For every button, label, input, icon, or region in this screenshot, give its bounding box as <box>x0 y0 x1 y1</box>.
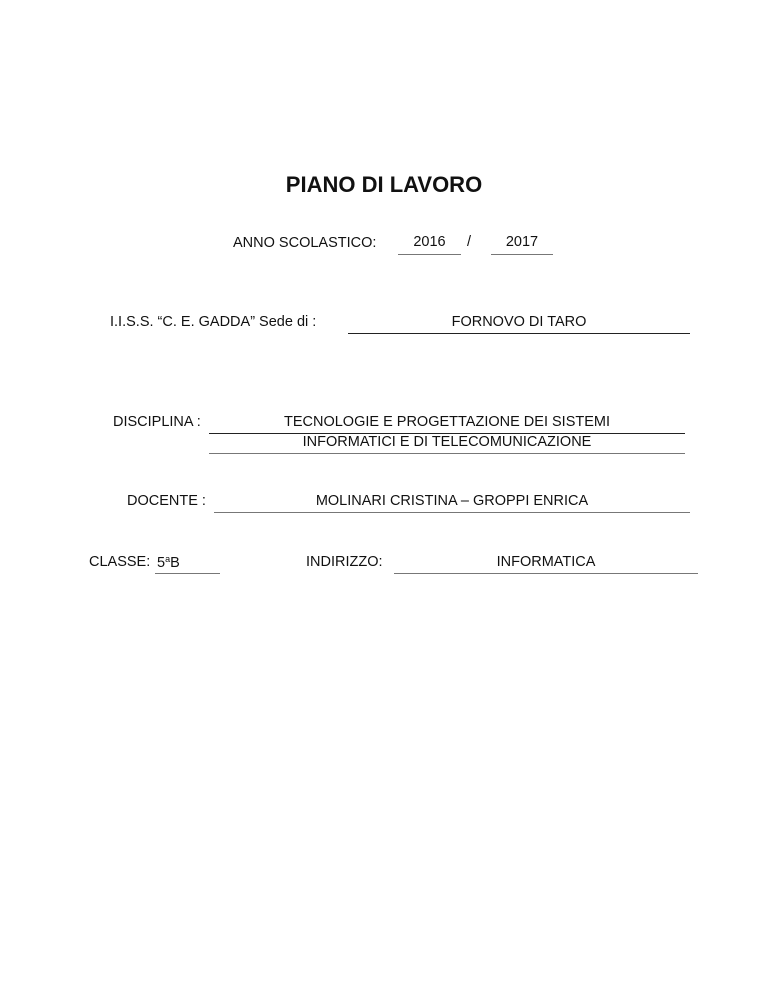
disciplina-label: DISCIPLINA : <box>113 414 201 430</box>
disciplina-underline-2 <box>209 453 685 454</box>
anno-scolastico-label: ANNO SCOLASTICO: <box>233 235 377 251</box>
anno-separator: / <box>467 234 472 250</box>
classe-line <box>155 573 220 574</box>
docente-value: MOLINARI CRISTINA – GROPPI ENRICA <box>315 493 589 509</box>
sede-value: FORNOVO DI TARO <box>451 314 587 330</box>
classe-value <box>157 554 180 571</box>
indirizzo-value: INFORMATICA <box>496 554 596 570</box>
docente-label: DOCENTE : <box>127 493 206 509</box>
indirizzo-label: INDIRIZZO: <box>306 554 383 570</box>
anno-from-line <box>398 254 461 255</box>
classe-label: CLASSE: <box>89 554 151 570</box>
classe-superscript: a <box>165 554 171 564</box>
disciplina-line2: INFORMATICI E DI TELECOMUNICAZIONE <box>302 434 592 450</box>
classe-section: B <box>170 555 180 571</box>
anno-from-value: 2016 <box>413 234 446 250</box>
anno-to-value: 2017 <box>505 234 539 250</box>
sede-line <box>348 333 690 334</box>
docente-line <box>214 512 690 513</box>
sede-label: I.I.S.S. “C. E. GADDA” Sede di : <box>110 314 317 330</box>
disciplina-line1: TECNOLOGIE E PROGETTAZIONE DEI SISTEMI <box>283 414 611 430</box>
classe-number: 5 <box>157 555 166 571</box>
document-title: PIANO DI LAVORO <box>285 172 483 197</box>
anno-to-line <box>491 254 553 255</box>
indirizzo-line <box>394 573 698 574</box>
